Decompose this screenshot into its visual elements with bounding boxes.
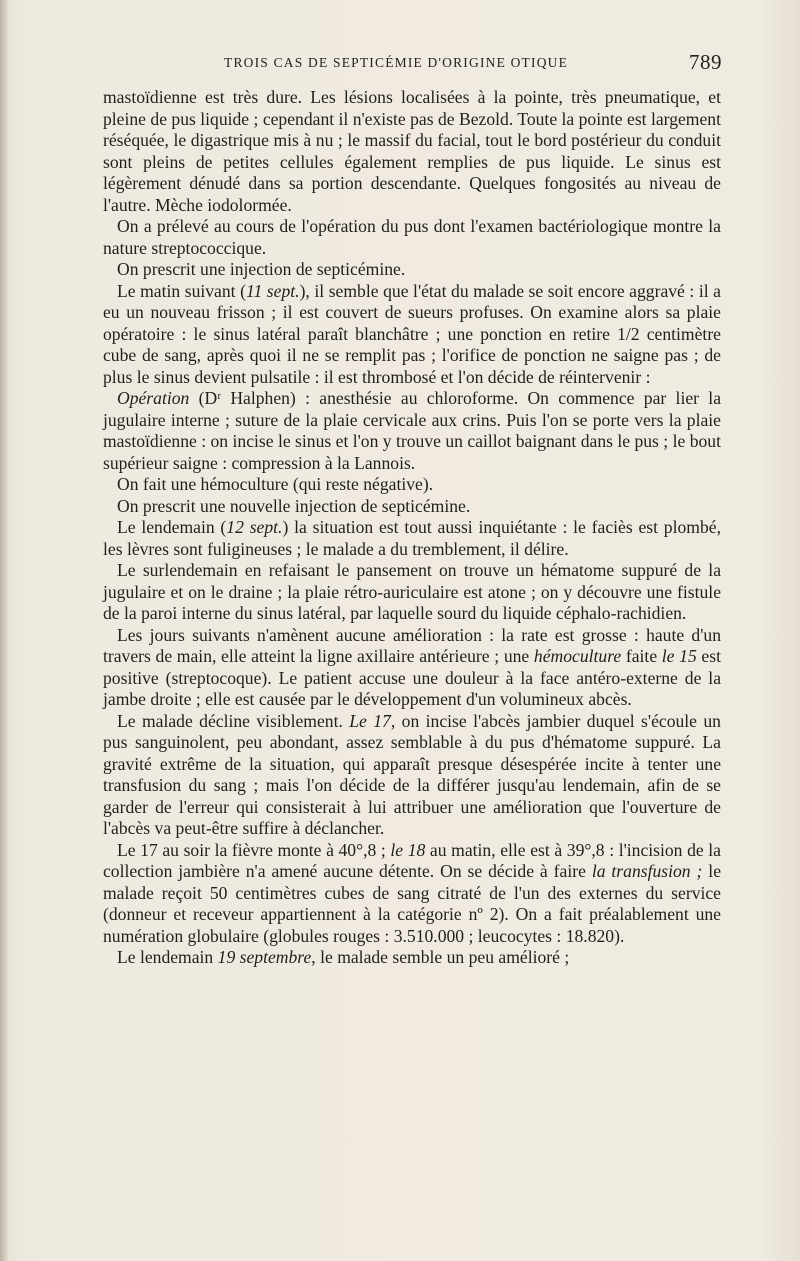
paragraph-text: , on incise l'abcès jambier duquel s'écoule un pus sanguinolent, peu abondant, assez semblable à du pus d'hématome suppuré. La gravité extrême de la situation, qui apparaît presque désespérée incite à tenter une transfusion du sang ; mais l'on décide de la différer jusqu'au lendemain, afin de se garder de l'erreur qui consisterait à lui attribuer une amélioration que l'ouverture de l'abcès va peut-être suffire à déclancher.	[103, 710, 721, 838]
paragraph-text: est positive (streptocoque). Le patient accuse une douleur à la face antéro-externe de la jambe droite ; elle est causée par le développement d'un volumineux abcès.	[103, 646, 721, 709]
paragraph-text: On prescrit une nouvelle injection de septicémine.	[117, 495, 471, 516]
paragraph-text: Le lendemain	[117, 947, 218, 967]
paragraph-text: On prescrit une injection de septicémine.	[117, 259, 406, 279]
paragraph-text: Le malade décline visiblement.	[117, 710, 350, 731]
italic-text: la transfusion ;	[591, 861, 703, 881]
paragraph-text: ), il semble que l'état du malade se soit encore aggravé : il a eu un nouveau frisson ; il est couvert de sueurs profuses. On examine alors sa plaie opératoire : le sinus latéral paraît blanchâtre ; une ponction en retire 1/2 centimètre cube de sang, après quoi il ne se remplit pas ; l'orifice de ponction ne saigne pas ; de plus le sinus devient pulsatile : il est thrombosé et l'on décide de réintervenir :	[103, 280, 721, 387]
paragraph-text: faite	[621, 646, 662, 666]
italic-text: 12 sept.	[226, 517, 283, 537]
paragraph-text: On fait une hémoculture (qui reste négative).	[117, 474, 434, 494]
paragraph	[103, 947, 721, 969]
italic-text: 11 sept.	[245, 280, 300, 301]
paragraph-text: On a prélevé au cours de l'opération du pus dont l'examen bactériologique montre la nature streptococcique.	[103, 216, 721, 258]
italic-text: Opération	[117, 388, 190, 408]
paragraph	[103, 711, 721, 840]
paragraph	[103, 474, 721, 496]
paragraph	[103, 388, 721, 474]
body-text	[103, 87, 721, 969]
paragraph-text: Le matin suivant (	[117, 280, 246, 301]
paragraph-text: , le malade semble un peu amélioré ;	[311, 947, 570, 967]
italic-text: hémoculture	[533, 646, 622, 666]
paragraph-text: Le surlendemain en refaisant le pansement on trouve un hématome suppuré de la jugulaire et on le draine ; la plaie rétro-auriculaire est atone ; on y découvre une fistule de la paroi interne du sinus latéral, par laquelle sourd du liquide céphalo-rachidien.	[103, 560, 721, 623]
paragraph	[103, 625, 721, 711]
italic-text: Le 17	[349, 710, 391, 731]
paragraph-text: Le lendemain (	[117, 517, 227, 537]
running-title: TROIS CAS DE SEPTICÉMIE D'ORIGINE OTIQUE	[224, 55, 569, 70]
paragraph-text: (Dʳ Halphen) : anesthésie au chloroforme. On commence par lier la jugulaire interne ; suture de la plaie cervicale aux crins. Puis l'on se porte vers la plaie mastoïdienne : on incise le sinus et l'on y trouve un caillot baignant dans le pus ; le bout supérieur saigne : compression à la Lannois.	[103, 388, 721, 473]
paragraph	[103, 259, 721, 281]
paragraph	[103, 87, 721, 216]
page-header	[100, 50, 722, 76]
paragraph	[103, 560, 721, 625]
paragraph	[103, 517, 721, 560]
paragraph	[103, 496, 721, 518]
paragraph	[103, 281, 721, 389]
paragraph-text: Le 17 au soir la fièvre monte à 40°,8 ;	[117, 839, 391, 860]
paragraph-text: ) la situation est tout aussi inquiétante : le faciès est plombé, les lèvres sont fuligineuses ; le malade a du tremblement, il délire.	[103, 517, 721, 559]
italic-text: le 15	[661, 646, 697, 666]
page-binding-edge	[0, 0, 8, 1261]
italic-text: le 18	[390, 839, 426, 860]
paragraph-text: Les jours suivants n'amènent aucune amélioration : la rate est grosse : haute d'un travers de main, elle atteint la ligne axillaire antérieure ; une	[103, 624, 721, 666]
paragraph	[103, 840, 721, 948]
page-number: 789	[689, 50, 722, 74]
paragraph-text: au matin, elle est à 39°,8 : l'incision de la collection jambière n'a amené aucune détente. On se décide à faire	[103, 839, 721, 881]
paragraph	[103, 216, 721, 259]
paragraph-text: le malade reçoit 50 centimètres cubes de sang citraté de l'un des externes du service (donneur et receveur appartiennent à la catégorie nº 2). On a fait préalablement une numération globulaire (globules rouges : 3.510.000 ; leucocytes : 18.820).	[103, 861, 722, 946]
italic-text: 19 septembre	[217, 947, 312, 967]
paragraph-text: mastoïdienne est très dure. Les lésions localisées à la pointe, très pneumatique, et pleine de pus liquide ; cependant il n'existe pas de Bezold. Toute la pointe est largement réséquée, le digastrique mis à nu ; le massif du facial, tout le bord postérieur du conduit sont pleins de petites cellules également remplies de pus liquide. Le sinus est légèrement dénudé dans sa portion descendante. Quelques fongosités au niveau de l'autre. Mèche iodolormée.	[103, 87, 721, 215]
